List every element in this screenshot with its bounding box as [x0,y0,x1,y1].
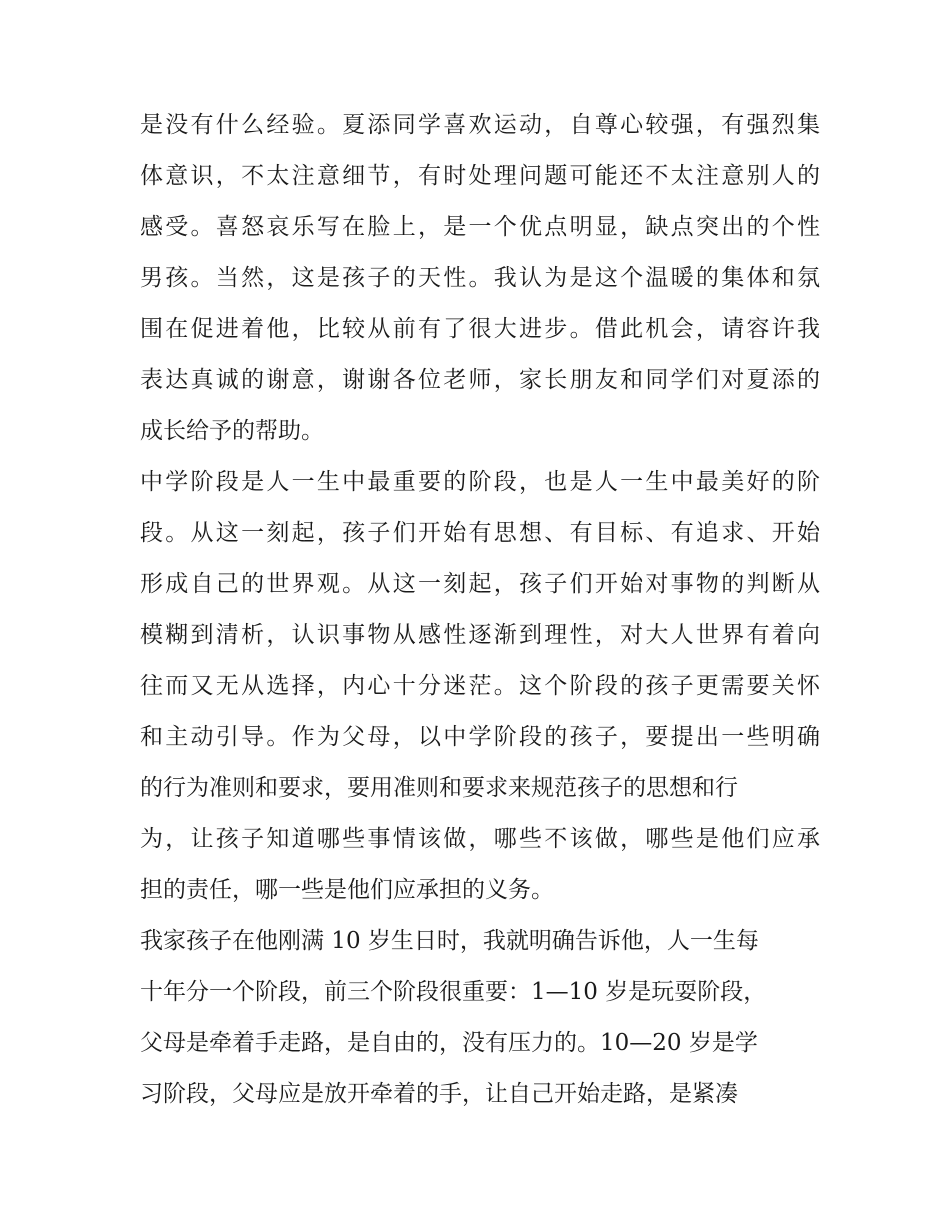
text-line: 父母是牵着手走路，是自由的，没有压力的。10—20 岁是学 [140,1030,758,1056]
text-line: 体意识，不太注意细节，有时处理问题可能还不太注意别人的 [140,163,820,189]
text-line: 习阶段，父母应是放开牵着的手，让自己开始走路，是紧凑 [140,1081,738,1107]
text-line: 成长给予的帮助。 [140,418,324,444]
document-body [140,100,820,1120]
text-line: 是没有什么经验。夏添同学喜欢运动，自尊心较强，有强烈集 [140,112,820,138]
text-line: 男孩。当然，这是孩子的天性。我认为是这个温暖的集体和氛 [140,265,820,291]
text-line: 感受。喜怒哀乐写在脸上，是一个优点明显，缺点突出的个性 [140,214,820,240]
text-line: 和主动引导。作为父母，以中学阶段的孩子，要提出一些明确 [140,724,820,750]
text-line: 我家孩子在他刚满 10 岁生日时，我就明确告诉他，人一生每 [140,928,759,954]
text-line: 担的责任，哪一些是他们应承担的义务。 [140,877,554,903]
text-line: 形成自己的世界观。从这一刻起，孩子们开始对事物的判断从 [140,571,820,597]
text-line: 表达真诚的谢意，谢谢各位老师，家长朋友和同学们对夏添的 [140,367,820,393]
text-line: 围在促进着他，比较从前有了很大进步。借此机会，请容许我 [140,316,820,342]
text-line: 段。从这一刻起，孩子们开始有思想、有目标、有追求、开始 [140,520,820,546]
text-line: 的行为准则和要求，要用准则和要求来规范孩子的思想和行 [140,775,738,801]
text-line: 为，让孩子知道哪些事情该做，哪些不该做，哪些是他们应承 [140,826,820,852]
text-line: 中学阶段是人一生中最重要的阶段，也是人一生中最美好的阶 [140,469,820,495]
text-line: 往而又无从选择，内心十分迷茫。这个阶段的孩子更需要关怀 [140,673,820,699]
text-line: 模糊到清析，认识事物从感性逐渐到理性，对大人世界有着向 [140,622,820,648]
text-line: 十年分一个阶段，前三个阶段很重要：1—10 岁是玩耍阶段， [140,979,767,1005]
